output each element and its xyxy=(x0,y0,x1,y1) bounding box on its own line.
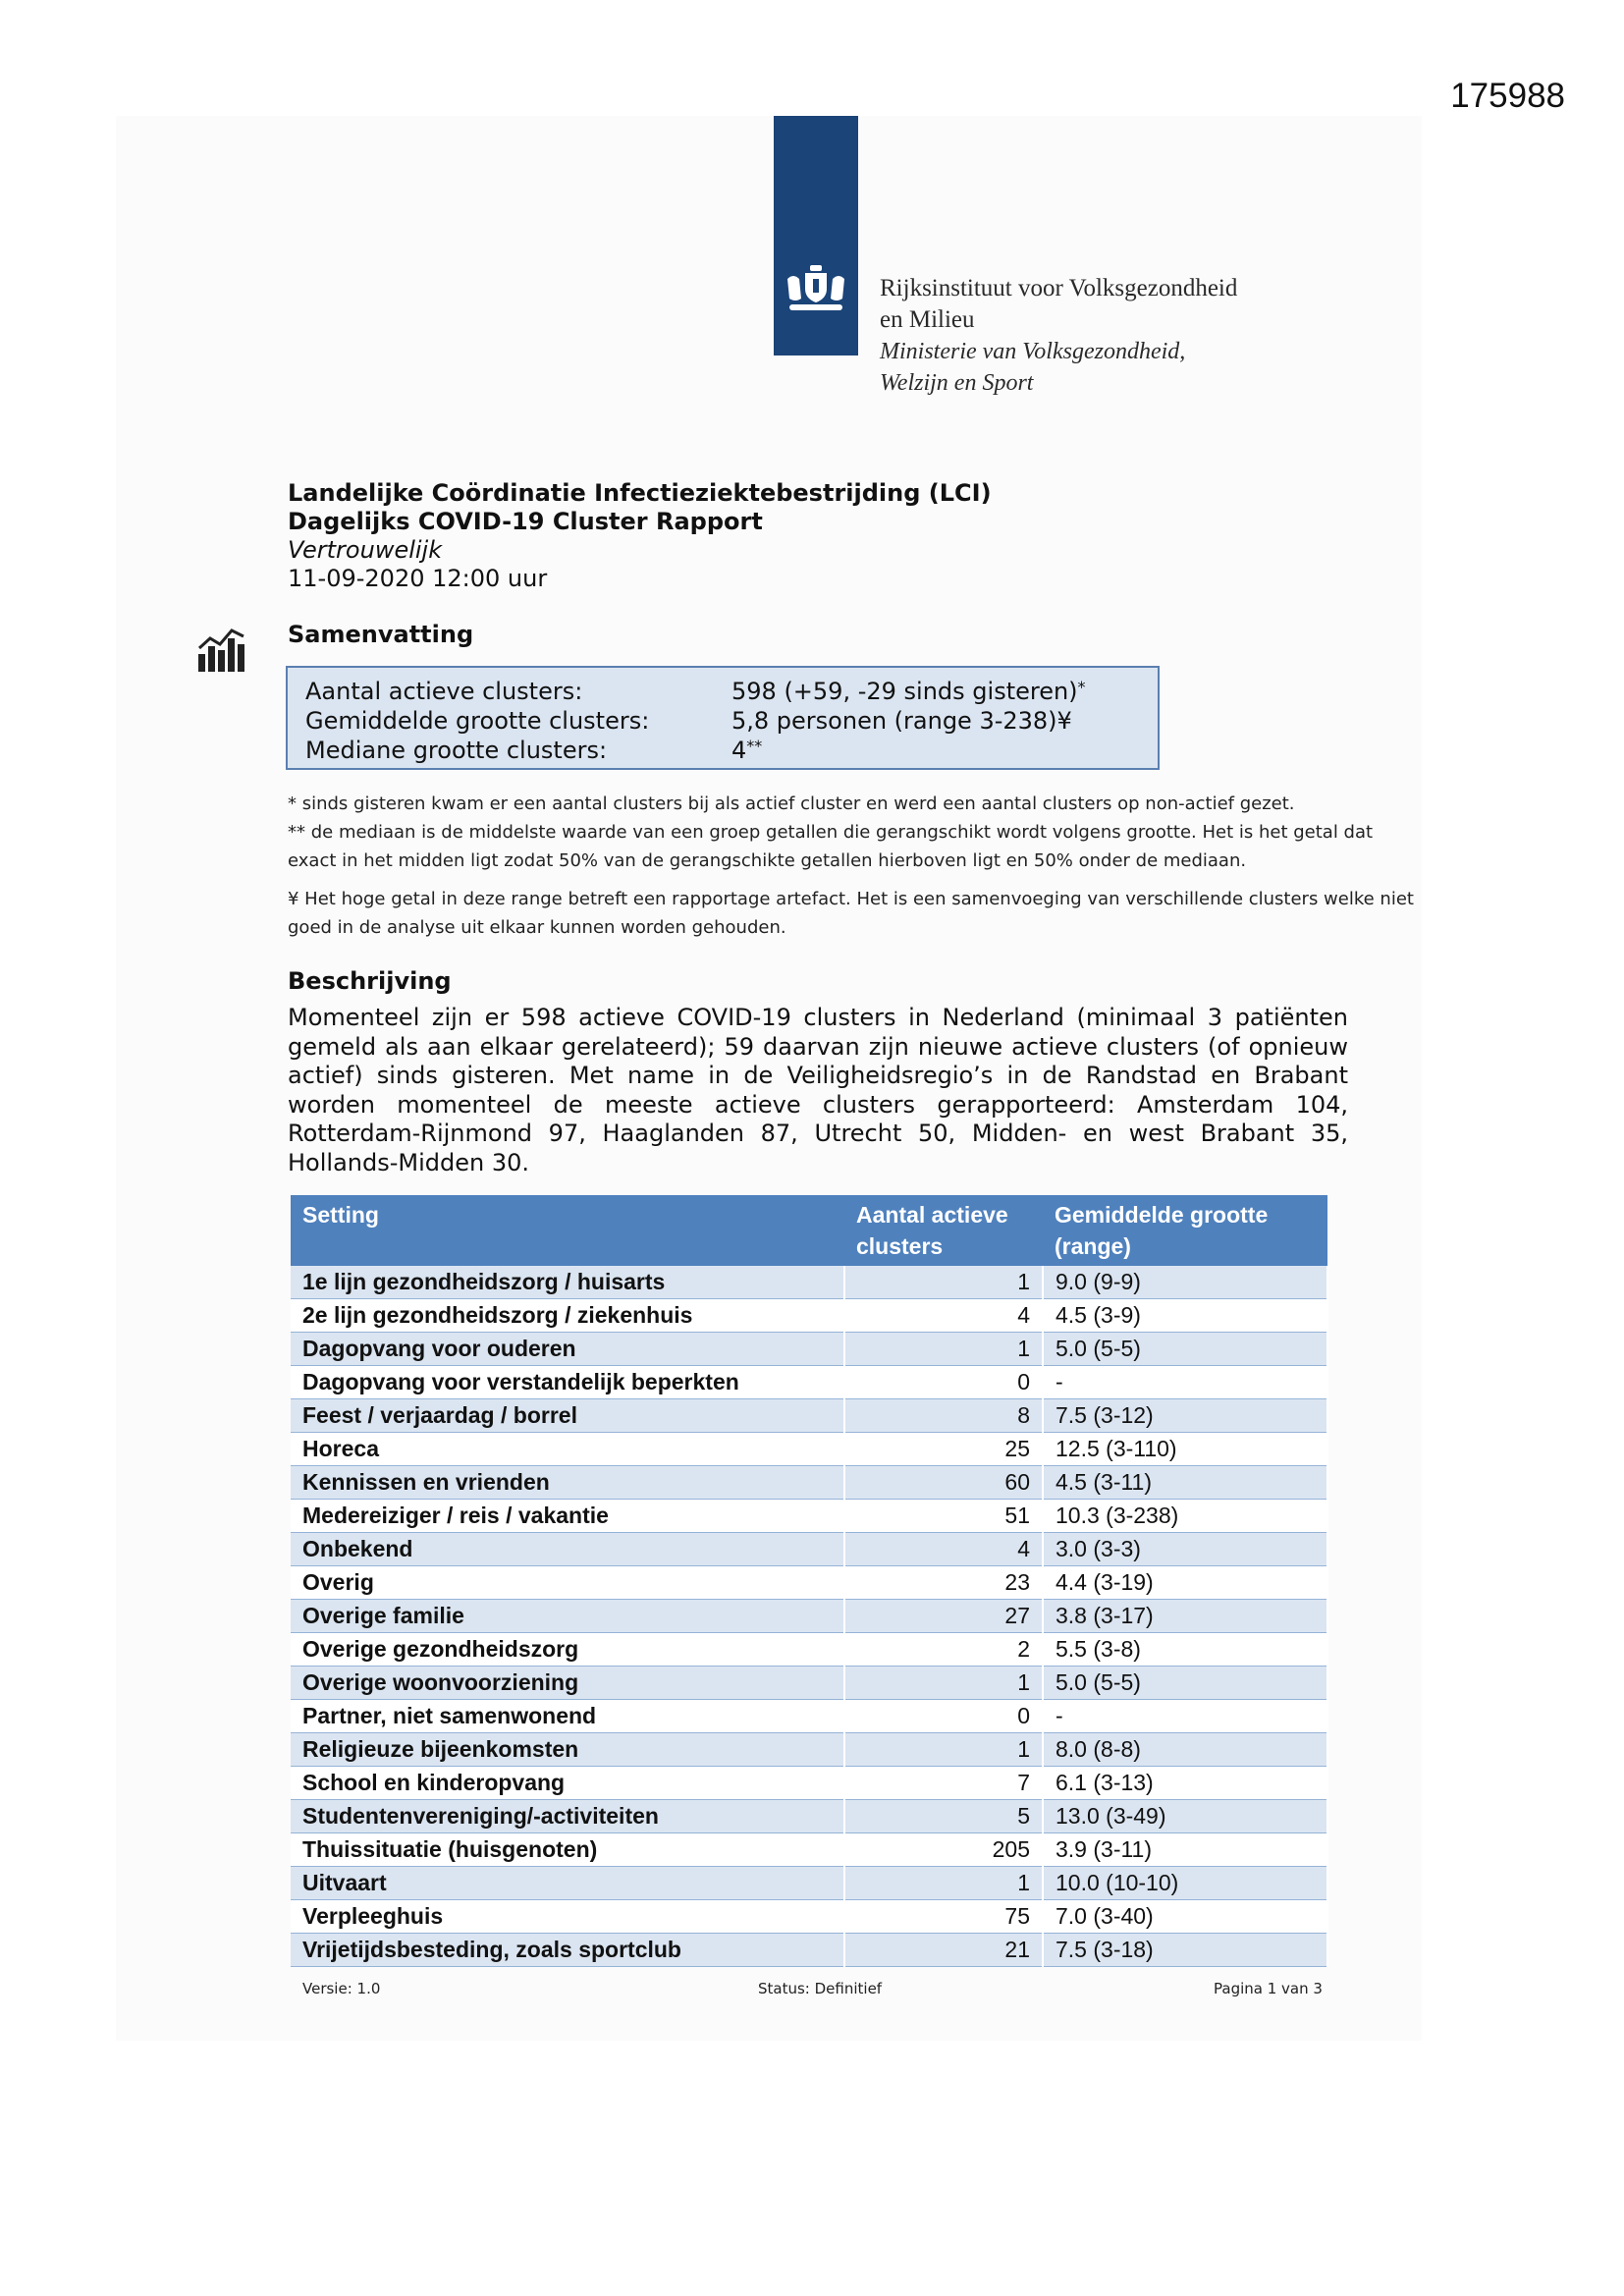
footer-status: Status: Definitief xyxy=(758,1980,883,1997)
cell-count: 51 xyxy=(844,1500,1043,1533)
table-row xyxy=(291,1633,1327,1667)
cell-count: 0 xyxy=(844,1700,1043,1733)
table-row xyxy=(291,1833,1327,1867)
cell-setting: Dagopvang voor ouderen xyxy=(291,1333,844,1366)
cell-count: 60 xyxy=(844,1466,1043,1500)
cell-setting: Overige gezondheidszorg xyxy=(291,1633,844,1667)
summary-label: Aantal actieve clusters: xyxy=(305,678,583,705)
table-row xyxy=(291,1733,1327,1767)
table-row xyxy=(291,1566,1327,1600)
report-subtitle: Dagelijks COVID-19 Cluster Rapport xyxy=(288,508,763,535)
cell-setting: Studentenvereniging/-activiteiten xyxy=(291,1800,844,1833)
cell-count: 27 xyxy=(844,1600,1043,1633)
table-row xyxy=(291,1366,1327,1399)
cell-count: 25 xyxy=(844,1433,1043,1466)
cell-size: 3.8 (3-17) xyxy=(1043,1600,1327,1633)
table-body xyxy=(291,1266,1327,1967)
cell-size: 10.0 (10-10) xyxy=(1043,1867,1327,1900)
cell-count: 1 xyxy=(844,1867,1043,1900)
cell-size: 5.0 (5-5) xyxy=(1043,1333,1327,1366)
cell-setting: Vrijetijdsbesteding, zoals sportclub xyxy=(291,1934,844,1967)
confidential-label: Vertrouwelijk xyxy=(288,536,443,564)
cell-setting: Verpleeghuis xyxy=(291,1900,844,1934)
logo-text xyxy=(880,273,1237,399)
table-row xyxy=(291,1667,1327,1700)
cell-count: 4 xyxy=(844,1299,1043,1333)
summary-label: Mediane grootte clusters: xyxy=(305,737,608,764)
bar-chart-icon xyxy=(196,627,247,674)
cell-setting: Medereiziger / reis / vakantie xyxy=(291,1500,844,1533)
table-row xyxy=(291,1533,1327,1566)
cell-size: 13.0 (3-49) xyxy=(1043,1800,1327,1833)
table-row xyxy=(291,1900,1327,1934)
table-header-row xyxy=(291,1195,1327,1266)
cell-setting: 2e lijn gezondheidszorg / ziekenhuis xyxy=(291,1299,844,1333)
cell-size: 4.5 (3-9) xyxy=(1043,1299,1327,1333)
table-row xyxy=(291,1800,1327,1833)
header-setting: Setting xyxy=(291,1195,844,1266)
cell-size: 3.0 (3-3) xyxy=(1043,1533,1327,1566)
table-row xyxy=(291,1299,1327,1333)
cell-size: 3.9 (3-11) xyxy=(1043,1833,1327,1867)
footer-version: Versie: 1.0 xyxy=(302,1980,381,1997)
clusters-table xyxy=(291,1195,1328,1967)
cell-setting: Horeca xyxy=(291,1433,844,1466)
cell-count: 5 xyxy=(844,1800,1043,1833)
cell-setting: School en kinderopvang xyxy=(291,1767,844,1800)
table-row xyxy=(291,1433,1327,1466)
report-datetime: 11-09-2020 12:00 uur xyxy=(288,565,548,592)
cell-count: 205 xyxy=(844,1833,1043,1867)
description-text: Momenteel zijn er 598 actieve COVID-19 clusters in Nederland (minimaal 3 patiënten gemeld als aan elkaar gerelateerd); 59 daarvan zijn nieuwe actieve clusters (of opnieuw actief) sinds gisteren. Met name in de Veiligheidsregio’s in de Randstad en Brabant worden momenteel de meeste actieve clusters gerapporteerd: Amsterdam 104, Rotterdam-Rijnmond 97, Haaglanden 87, Utrecht 50, Midden- en west Brabant 35, Hollands-Midden 30. xyxy=(288,1004,1348,1176)
cell-count: 0 xyxy=(844,1366,1043,1399)
report-title: Landelijke Coördinatie Infectieziektebestrijding (LCI) xyxy=(288,479,992,507)
document-number: 175988 xyxy=(1450,77,1565,115)
cell-count: 1 xyxy=(844,1733,1043,1767)
cell-size: 6.1 (3-13) xyxy=(1043,1767,1327,1800)
cell-setting: Religieuze bijeenkomsten xyxy=(291,1733,844,1767)
table-row xyxy=(291,1333,1327,1366)
header-size: Gemiddelde grootte (range) xyxy=(1043,1195,1327,1266)
cell-size: 5.0 (5-5) xyxy=(1043,1667,1327,1700)
cell-size: 12.5 (3-110) xyxy=(1043,1433,1327,1466)
summary-box xyxy=(286,666,1160,770)
cell-size: - xyxy=(1043,1366,1327,1399)
logo-line-4: Welzijn en Sport xyxy=(880,370,1034,396)
cell-size: - xyxy=(1043,1700,1327,1733)
cell-setting: Partner, niet samenwonend xyxy=(291,1700,844,1733)
summary-value: 4** xyxy=(731,737,763,764)
cell-size: 5.5 (3-8) xyxy=(1043,1633,1327,1667)
cell-setting: Uitvaart xyxy=(291,1867,844,1900)
cell-size: 9.0 (9-9) xyxy=(1043,1266,1327,1299)
table-row xyxy=(291,1266,1327,1299)
rijksoverheid-logo xyxy=(774,116,858,355)
table-row xyxy=(291,1500,1327,1533)
summary-value: 598 (+59, -29 sinds gisteren)* xyxy=(731,678,1086,705)
cell-size: 10.3 (3-238) xyxy=(1043,1500,1327,1533)
cell-size: 7.5 (3-18) xyxy=(1043,1934,1327,1967)
header-count: Aantal actieve clusters xyxy=(844,1195,1043,1266)
cell-count: 2 xyxy=(844,1633,1043,1667)
cell-count: 1 xyxy=(844,1667,1043,1700)
cell-setting: Onbekend xyxy=(291,1533,844,1566)
cell-count: 1 xyxy=(844,1333,1043,1366)
cell-setting: 1e lijn gezondheidszorg / huisarts xyxy=(291,1266,844,1299)
cell-count: 23 xyxy=(844,1566,1043,1600)
cell-size: 4.5 (3-11) xyxy=(1043,1466,1327,1500)
cell-count: 4 xyxy=(844,1533,1043,1566)
summary-label: Gemiddelde grootte clusters: xyxy=(305,707,650,735)
table-row xyxy=(291,1867,1327,1900)
logo-line-2: en Milieu xyxy=(880,306,975,333)
cell-count: 7 xyxy=(844,1767,1043,1800)
cell-size: 8.0 (8-8) xyxy=(1043,1733,1327,1767)
footnote-active: * sinds gisteren kwam er een aantal clusters bij als actief cluster en werd een aantal clusters op non-actief gezet. xyxy=(288,793,1295,814)
footnote-median: ** de mediaan is de middelste waarde van een groep getallen die gerangschikt wordt volgens grootte. Het is het getal dat exact in het midden ligt zodat 50% van de gerangschikte getallen hierboven ligt en 50% onder de mediaan. xyxy=(288,822,1374,871)
table-row xyxy=(291,1767,1327,1800)
cell-count: 1 xyxy=(844,1266,1043,1299)
cell-setting: Thuissituatie (huisgenoten) xyxy=(291,1833,844,1867)
cell-setting: Overig xyxy=(291,1566,844,1600)
footer-page: Pagina 1 van 3 xyxy=(1214,1980,1323,1997)
logo-line-1: Rijksinstituut voor Volksgezondheid xyxy=(880,275,1238,301)
footnote-range: ¥ Het hoge getal in deze range betreft een rapportage artefact. Het is een samenvoeging van verschillende clusters welke niet goed in de analyse uit elkaar kunnen worden gehouden. xyxy=(288,889,1414,938)
cell-setting: Overige woonvoorziening xyxy=(291,1667,844,1700)
table-row xyxy=(291,1600,1327,1633)
summary-title: Samenvatting xyxy=(288,621,474,648)
summary-value: 5,8 personen (range 3-238)¥ xyxy=(731,707,1072,735)
cell-setting: Overige familie xyxy=(291,1600,844,1633)
cell-count: 75 xyxy=(844,1900,1043,1934)
cell-setting: Feest / verjaardag / borrel xyxy=(291,1399,844,1433)
report-header xyxy=(288,479,992,593)
cell-setting: Kennissen en vrienden xyxy=(291,1466,844,1500)
logo-line-3: Ministerie van Volksgezondheid, xyxy=(880,339,1186,364)
table-row xyxy=(291,1700,1327,1733)
cell-count: 21 xyxy=(844,1934,1043,1967)
cell-size: 7.5 (3-12) xyxy=(1043,1399,1327,1433)
description-title: Beschrijving xyxy=(288,967,452,995)
cell-size: 7.0 (3-40) xyxy=(1043,1900,1327,1934)
table-row xyxy=(291,1399,1327,1433)
table-row xyxy=(291,1466,1327,1500)
cell-setting: Dagopvang voor verstandelijk beperkten xyxy=(291,1366,844,1399)
table-row xyxy=(291,1934,1327,1967)
cell-count: 8 xyxy=(844,1399,1043,1433)
coat-of-arms-icon xyxy=(780,263,852,318)
cell-size: 4.4 (3-19) xyxy=(1043,1566,1327,1600)
